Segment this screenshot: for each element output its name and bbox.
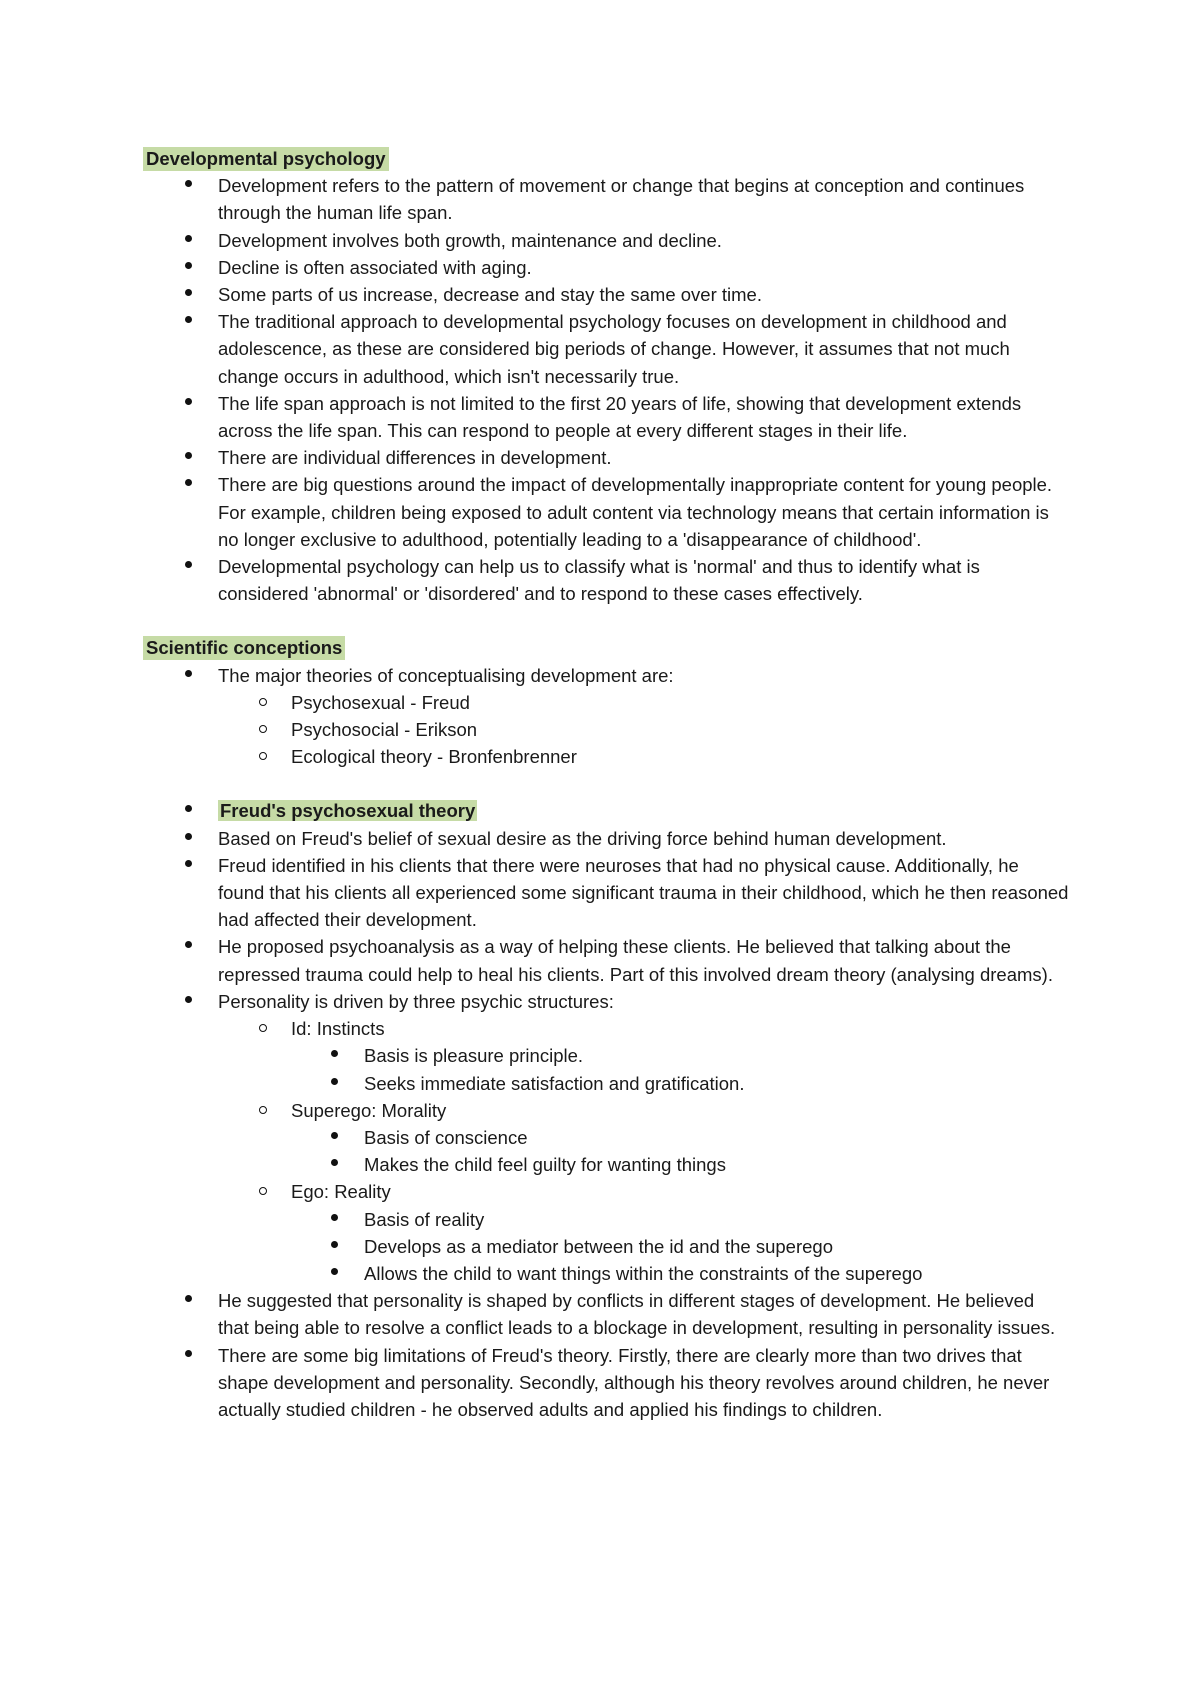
list-item: There are individual differences in development. [145,444,1070,471]
list-item [145,662,1070,771]
freud-list [145,797,1070,1423]
list-item: Decline is often associated with aging. [145,254,1070,281]
list-item: The traditional approach to developmental psychology focuses on development in childhood and adolescence, as these are considered big periods of change. However, it assumes that not much change occurs in adulthood, which isn't necessarily true. [145,308,1070,390]
structure-name: Superego: Morality [291,1099,447,1121]
list-item: Developmental psychology can help us to classify what is 'normal' and thus to identify what is considered 'abnormal' or 'disordered' and to respond to these cases effectively. [145,553,1070,607]
sub-list [218,689,1070,771]
sub-sub-list-item: Makes the child feel guilty for wanting things [291,1151,1070,1178]
list-item: There are big questions around the impact of developmentally inappropriate content for young people. For example, children being exposed to adult content via technology means that certain information is no longer exclusive to adulthood, potentially leading to a 'disappearance of childhood'. [145,471,1070,553]
list-item: He proposed psychoanalysis as a way of helping these clients. He believed that talking about the repressed trauma could help to heal his clients. Part of this involved dream theory (analysing dreams). [145,933,1070,987]
sub-list [218,1015,1070,1287]
sub-list-item: Psychosocial - Erikson [218,716,1070,743]
sub-sub-list [291,1124,1070,1178]
sub-sub-list-item: Allows the child to want things within the constraints of the superego [291,1260,1070,1287]
sub-sub-list-item: Basis of conscience [291,1124,1070,1151]
list-item: Some parts of us increase, decrease and stay the same over time. [145,281,1070,308]
sub-sub-list-item: Seeks immediate satisfaction and gratification. [291,1070,1070,1097]
list-item: Development refers to the pattern of movement or change that begins at conception and continues through the human life span. [145,172,1070,226]
list-item-text: The major theories of conceptualising development are: [218,664,674,686]
sub-sub-list [291,1042,1070,1096]
list-item: The life span approach is not limited to the first 20 years of life, showing that development extends across the life span. This can respond to people at every different stages in their life. [145,390,1070,444]
bullet-list [145,172,1070,607]
structure-name: Ego: Reality [291,1181,391,1203]
list-item: Based on Freud's belief of sexual desire as the driving force behind human development. [145,825,1070,852]
section-scientific-conceptions [145,634,1070,1423]
spacer [145,770,1070,797]
bullet-list [145,662,1070,771]
sub-sub-list-item: Basis is pleasure principle. [291,1042,1070,1069]
sub-list-item [218,1178,1070,1287]
list-item [145,797,1070,824]
sub-sub-list-item: Basis of reality [291,1206,1070,1233]
subsection-heading: Freud's psychosexual theory [220,800,476,822]
sub-list-item: Psychosexual - Freud [218,689,1070,716]
sub-list-item [218,1097,1070,1179]
list-item-text: Personality is driven by three psychic structures: [218,990,614,1012]
list-item: Development involves both growth, maintenance and decline. [145,227,1070,254]
list-item [145,988,1070,1287]
sub-sub-list [291,1206,1070,1288]
list-item: He suggested that personality is shaped by conflicts in different stages of development. He believed that being able to resolve a conflict leads to a blockage in development, resulting in personality issues. [145,1287,1070,1341]
list-item: Freud identified in his clients that there were neuroses that had no physical cause. Additionally, he found that his clients all experienced some significant trauma in their childhood, which he then reasoned had affected their development. [145,852,1070,934]
list-item: There are some big limitations of Freud's theory. Firstly, there are clearly more than two drives that shape development and personality. Secondly, although his theory revolves around children, he never actually studied children - he observed adults and applied his findings to children. [145,1342,1070,1424]
sub-list-item: Ecological theory - Bronfenbrenner [218,743,1070,770]
section-heading: Developmental psychology [143,147,389,171]
sub-sub-list-item: Develops as a mediator between the id and the superego [291,1233,1070,1260]
section-heading: Scientific conceptions [143,636,345,660]
structure-name: Id: Instincts [291,1018,385,1040]
sub-list-item [218,1015,1070,1097]
section-developmental-psychology [145,145,1070,607]
